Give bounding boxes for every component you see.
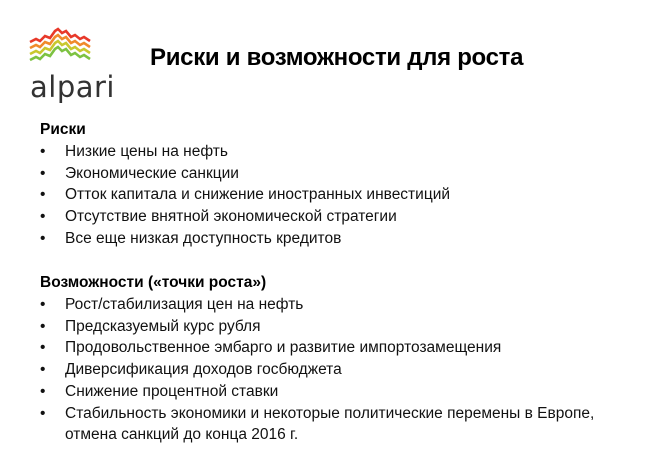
list-item: • Все еще низкая доступность кредитов <box>40 228 450 250</box>
list-item: • Отток капитала и снижение иностранных инвестиций <box>40 184 450 206</box>
risks-heading: Риски <box>40 121 86 138</box>
page-title: Риски и возможности для роста <box>150 44 524 71</box>
list-item: • Низкие цены на нефть <box>40 141 450 163</box>
bullet-icon: • <box>40 296 46 313</box>
bullet-icon: • <box>40 361 46 379</box>
bullet-icon: • <box>40 208 46 226</box>
logo-text: alpari <box>30 70 115 104</box>
bullet-icon: • <box>40 143 46 160</box>
bullet-icon: • <box>40 404 46 422</box>
list-item: • Экономические санкции <box>40 163 450 185</box>
list-item: • Предсказуемый курс рубля <box>40 316 640 338</box>
bullet-icon: • <box>40 317 46 335</box>
risks-section <box>40 119 450 250</box>
list-item: • Продовольственное эмбарго и развитие импортозамещения <box>40 337 640 359</box>
bullet-icon: • <box>40 164 46 182</box>
opportunities-section <box>40 272 640 446</box>
list-item: • Диверсификация доходов госбюджета <box>40 359 640 381</box>
list-item: • Снижение процентной ставки <box>40 381 640 403</box>
bullet-icon: • <box>40 186 46 204</box>
opportunities-list <box>40 294 640 446</box>
list-item: • Рост/стабилизация цен на нефть <box>40 294 640 316</box>
mountain-waves-icon <box>28 24 92 68</box>
bullet-icon: • <box>40 382 46 400</box>
risks-list <box>40 141 450 250</box>
opportunities-heading: Возможности («точки роста») <box>40 274 267 291</box>
list-item: • Стабильность экономики и некоторые политические перемены в Европе, отмена санкций до конца 2016 г. <box>40 404 595 444</box>
list-item: • Отсутствие внятной экономической стратегии <box>40 206 450 228</box>
bullet-icon: • <box>40 339 46 357</box>
bullet-icon: • <box>40 229 46 247</box>
